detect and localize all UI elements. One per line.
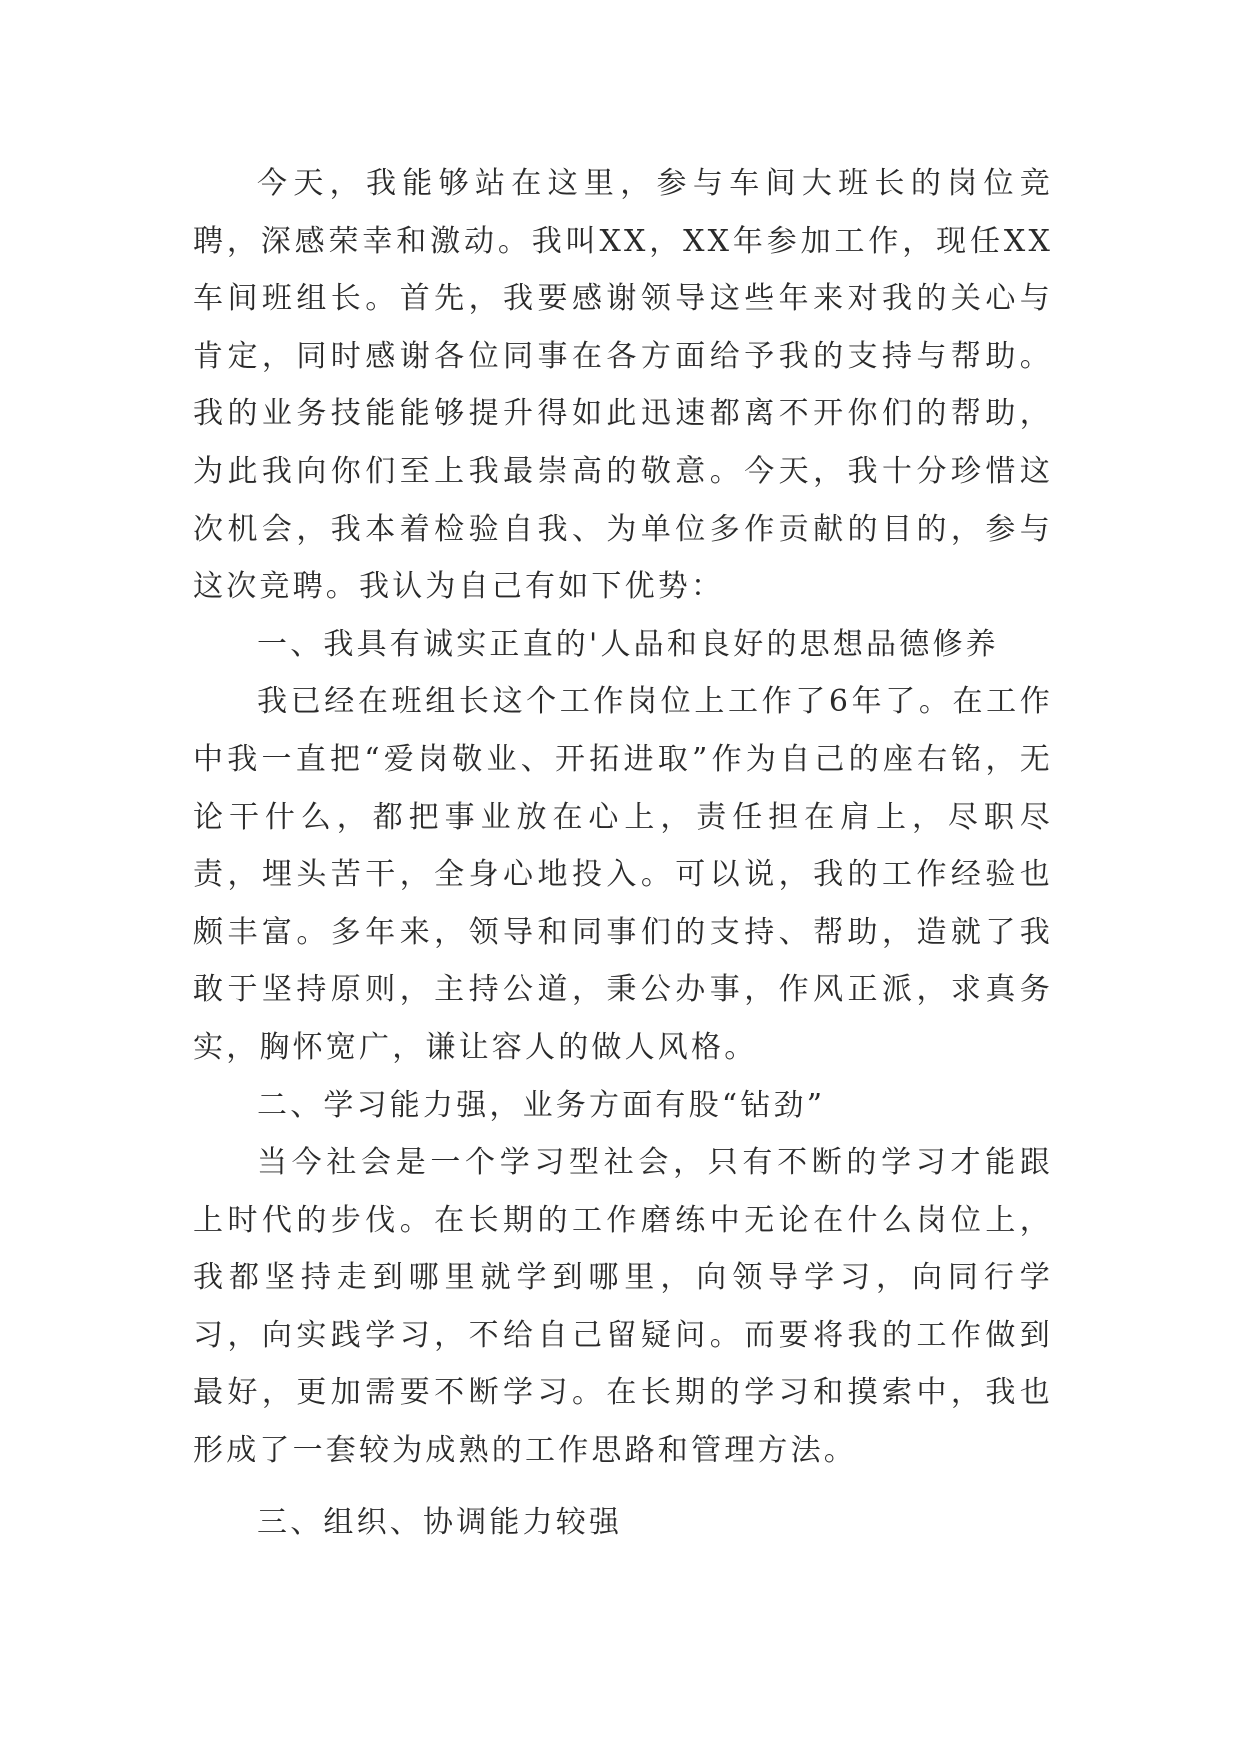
- section-1-paragraph: 我已经在班组长这个工作岗位上工作了6年了。在工作中我一直把“爱岗敬业、开拓进取”作为自己的座右铭，无论干什么，都把事业放在心上，责任担在肩上，尽职尽责，埋头苦干，全身心地投入。可以说，我的工作经验也颇丰富。多年来，领导和同事们的支持、帮助，造就了我敢于坚持原则，主持公道，秉公办事，作风正派，求真务实，胸怀宽广，谦让容人的做人风格。: [193, 684, 1053, 1065]
- intro-paragraph: 今天，我能够站在这里，参与车间大班长的岗位竞聘，深感荣幸和激动。我叫XX，XX年参加工作，现任XX车间班组长。首先，我要感谢领导这些年来对我的关心与肯定，同时感谢各位同事在各方面给予我的支持与帮助。我的业务技能能够提升得如此迅速都离不开你们的帮助，为此我向你们至上我最崇高的敬意。今天，我十分珍惜这次机会，我本着检验自我、为单位多作贡献的目的，参与这次竞聘。我认为自己有如下优势：: [193, 166, 1053, 605]
- section-heading-2: 二、学习能力强，业务方面有股“钻劲”: [257, 1087, 826, 1123]
- section-2-paragraph: 当今社会是一个学习型社会，只有不断的学习才能跟上时代的步伐。在长期的工作磨练中无论在什么岗位上，我都坚持走到哪里就学到哪里，向领导学习，向同行学习，向实践学习，不给自己留疑问。而要将我的工作做到最好，更加需要不断学习。在长期的学习和摸索中，我也形成了一套较为成熟的工作思路和管理方法。: [193, 1145, 1053, 1469]
- document-body: [193, 155, 1053, 1551]
- section-heading-3: 三、组织、协调能力较强: [257, 1504, 623, 1540]
- section-heading-1: 一、我具有诚实正直的'人品和良好的思想品德修养: [257, 626, 999, 662]
